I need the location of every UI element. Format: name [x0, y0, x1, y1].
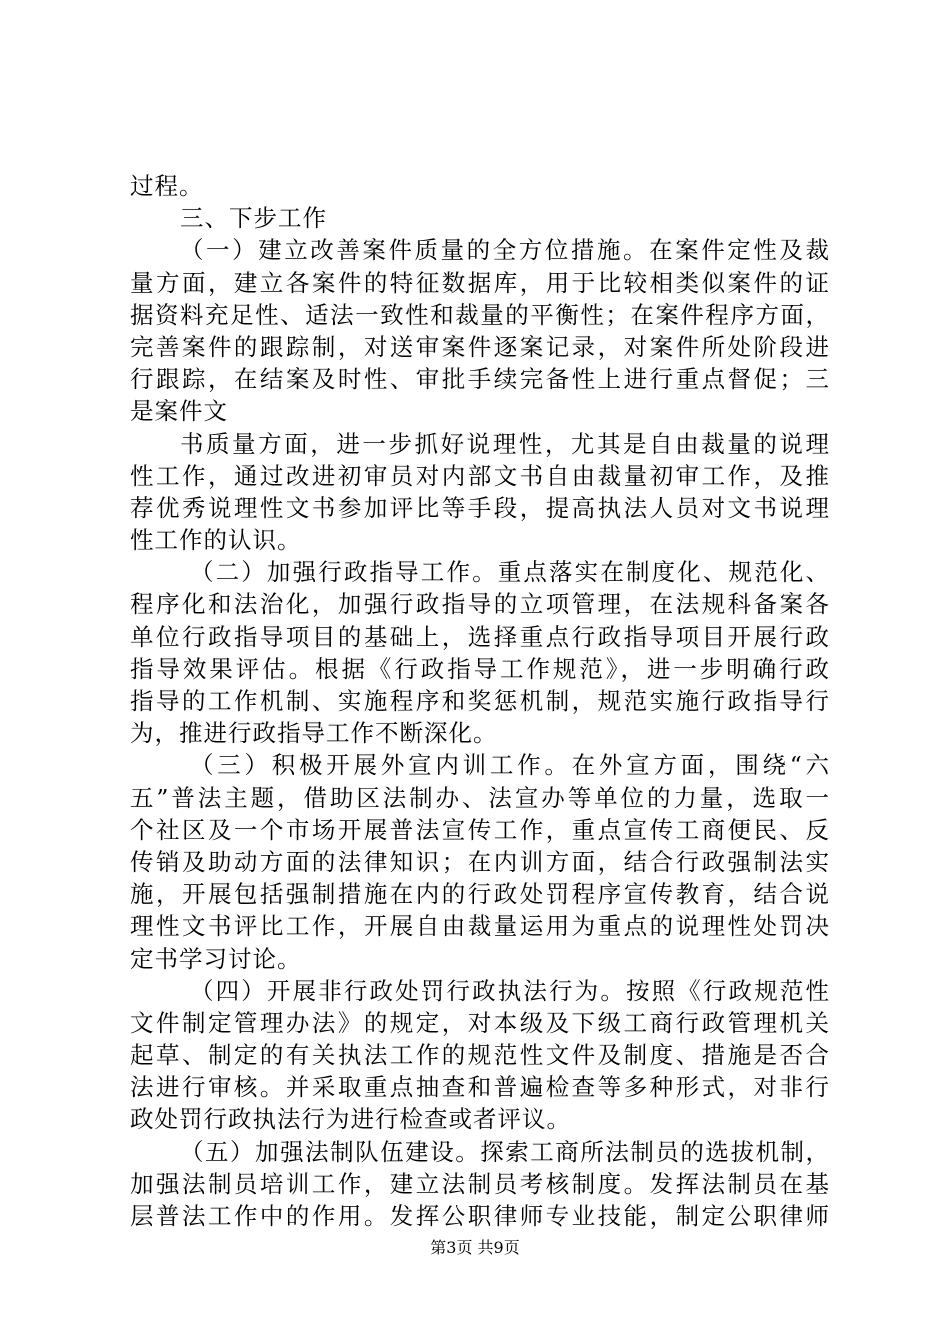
text-line: （一）建立改善案件质量的全方位措施。在案件定性及裁	[180, 236, 830, 265]
text-line: 政处罚行政执法行为进行检查或者评议。	[130, 1105, 571, 1134]
text-line: 定书学习讨论。	[130, 944, 302, 973]
text-line: 文件制定管理办法》的规定，对本级及下级工商行政管理机关	[130, 1008, 830, 1037]
text-line: 层普法工作中的作用。发挥公职律师专业技能，制定公职律师	[130, 1202, 830, 1230]
text-line: （三）积极开展外宣内训工作。在外宣方面，围绕“六	[190, 751, 830, 780]
text-line: 五”普法主题，借助区法制办、法宣办等单位的力量，选取一	[130, 783, 830, 812]
text-line: 完善案件的跟踪制，对送审案件逐案记录，对案件所处阶段进	[130, 332, 830, 361]
text-line: 指导的工作机制、实施程序和奖惩机制，规范实施行政指导行	[130, 687, 830, 715]
text-line: 性工作的认识。	[130, 526, 302, 555]
text-line: 起草、制定的有关执法工作的规范性文件及制度、措施是否合	[130, 1041, 830, 1070]
text-line: 是案件文	[130, 397, 228, 426]
text-line: 量方面，建立各案件的特征数据库，用于比较相类似案件的证	[130, 268, 830, 297]
text-line: 个社区及一个市场开展普法宣传工作，重点宣传工商便民、反	[130, 815, 830, 844]
text-line: 为，推进行政指导工作不断深化。	[130, 719, 498, 748]
text-line: 据资料充足性、适法一致性和裁量的平衡性；在案件程序方面，	[130, 300, 830, 329]
text-line: 传销及助动方面的法律知识；在内训方面，结合行政强制法实	[130, 847, 830, 876]
text-line: （五）加强法制队伍建设。探索工商所法制员的选拔机制，	[180, 1137, 830, 1166]
text-line: 荐优秀说理性文书参加评比等手段，提高执法人员对文书说理	[130, 493, 830, 522]
text-line: （四）开展非行政处罚行政执法行为。按照《行政规范性	[190, 976, 830, 1005]
section-heading: 三、下步工作	[180, 204, 327, 233]
text-line: 书质量方面，进一步抓好说理性，尤其是自由裁量的说理	[180, 429, 830, 458]
text-line: 程序化和法治化，加强行政指导的立项管理，在法规科备案各	[130, 590, 830, 619]
text-line: 理性文书评比工作，开展自由裁量运用为重点的说理性处罚决	[130, 912, 830, 941]
text-line: 法进行审核。并采取重点抽查和普遍检查等多种形式，对非行	[130, 1073, 830, 1102]
text-line: 指导效果评估。根据《行政指导工作规范》，进一步明确行政	[130, 654, 830, 683]
text-line: 性工作，通过改进初审员对内部文书自由裁量初审工作，及推	[130, 461, 830, 490]
text-line: 单位行政指导项目的基础上，选择重点行政指导项目开展行政	[130, 622, 830, 651]
text-line: （二）加强行政指导工作。重点落实在制度化、规范化、	[190, 558, 830, 587]
text-line: 行跟踪，在结案及时性、审批手续完备性上进行重点督促；三	[130, 365, 830, 394]
text-line: 过程。	[130, 172, 204, 200]
document-body	[130, 170, 830, 1232]
page-number: 第3页 共9页	[430, 1238, 520, 1257]
text-line: 加强法制员培训工作，建立法制员考核制度。发挥法制员在基	[130, 1169, 830, 1198]
text-line: 施，开展包括强制措施在内的行政处罚程序宣传教育，结合说	[130, 880, 830, 909]
